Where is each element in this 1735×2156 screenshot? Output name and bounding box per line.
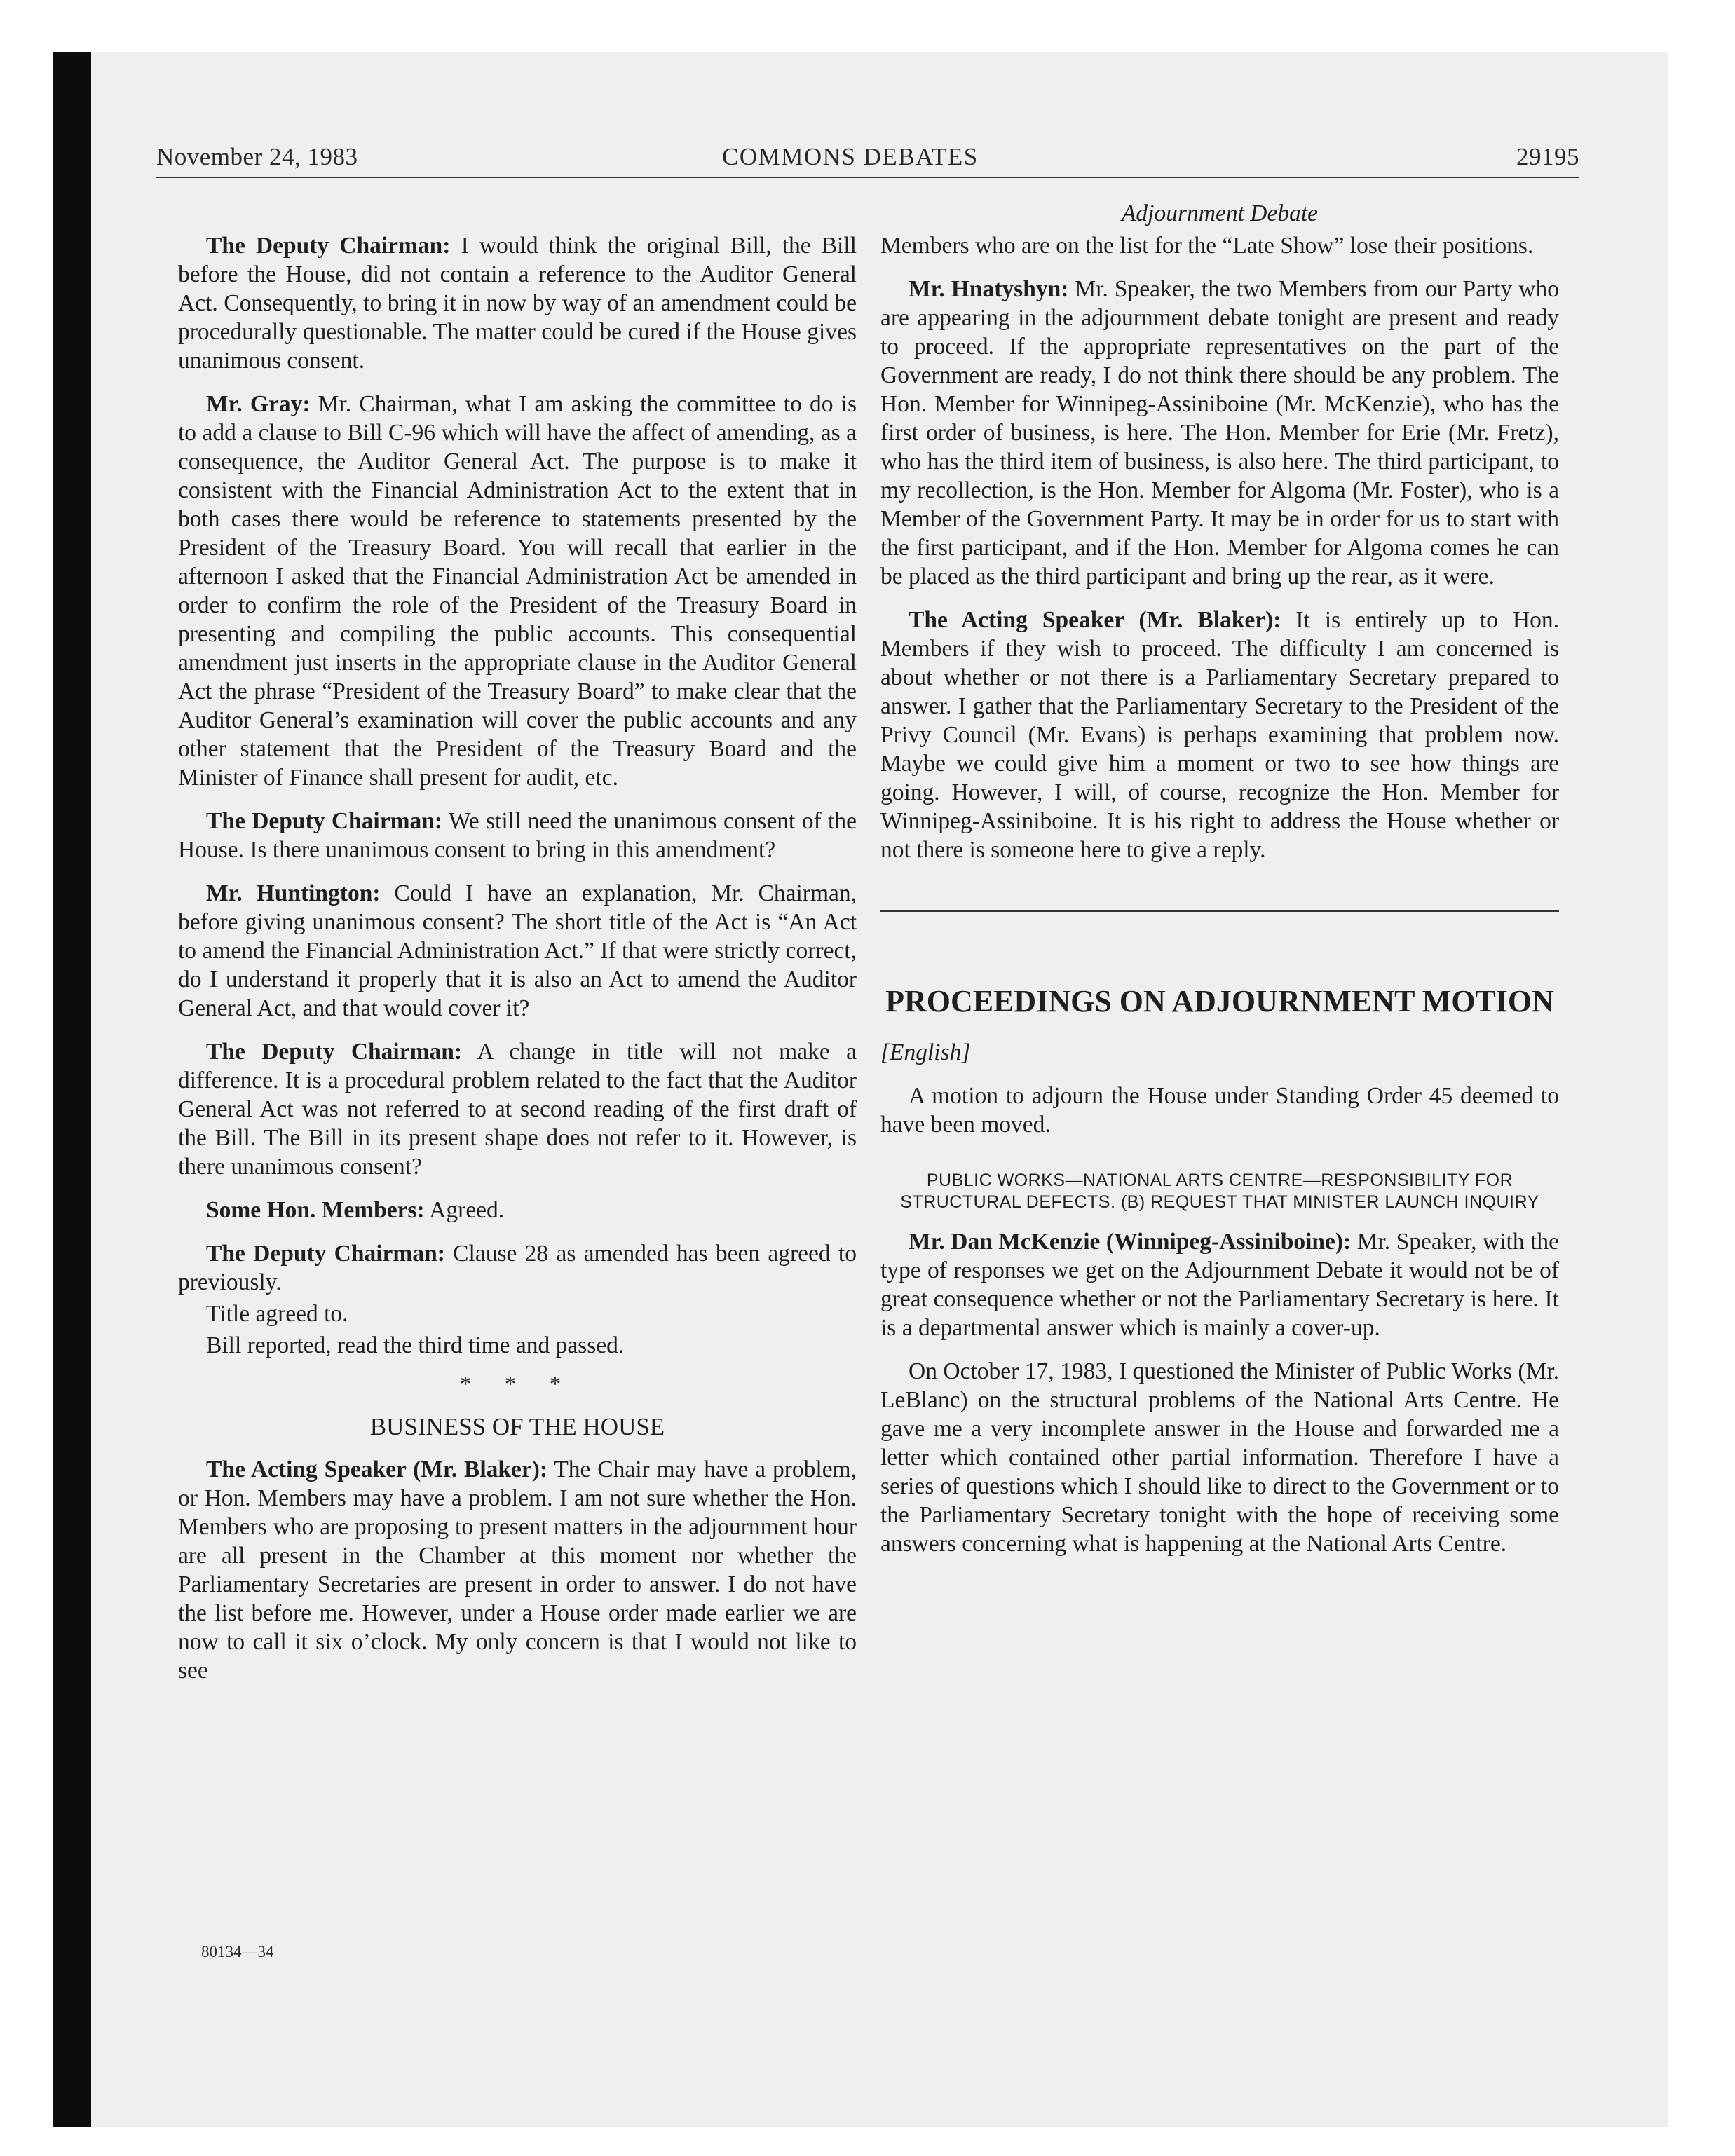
paragraph	[178, 879, 857, 1023]
paragraph	[880, 1227, 1559, 1342]
speaker-name: The Deputy Chairman:	[206, 1241, 445, 1267]
speaker-name: Mr. Huntington:	[206, 880, 381, 906]
left-column	[178, 231, 857, 1700]
speech-text: Mr. Speaker, with the type of responses we get on the Adjournment Debate it would not be of great consequence whether or not the Parliamentary Secretary is here. It is a departmental answer which is mainly a cover-up.	[880, 1229, 1559, 1341]
paragraph	[178, 1196, 857, 1224]
speaker-name: Mr. Hnatyshyn:	[909, 276, 1069, 302]
paragraph	[178, 390, 857, 792]
paragraph: Title agreed to.	[206, 1301, 348, 1327]
running-head: Adjournment Debate	[1121, 200, 1319, 226]
speaker-name: The Deputy Chairman:	[206, 1039, 463, 1065]
header-title: COMMONS DEBATES	[722, 143, 979, 170]
paragraph	[880, 606, 1559, 864]
speaker-name: Mr. Gray:	[206, 391, 311, 417]
speaker-name: The Deputy Chairman:	[206, 233, 451, 259]
proceedings-heading: PROCEEDINGS ON ADJOURNMENT MOTION	[885, 984, 1554, 1018]
paragraph	[178, 807, 857, 864]
language-marker: [English]	[880, 1039, 971, 1065]
footer-code: 80134—34	[201, 1943, 274, 1960]
speech-text: Clause 28 as amended has been agreed to previously.	[178, 1241, 857, 1295]
right-column	[880, 231, 1559, 1573]
paragraph	[880, 275, 1559, 591]
speech-text: I would think the original Bill, the Bill before the House, did not contain a reference to the Auditor General Act. Consequently, to bring it in now by way of an amendment could be procedurally questionable. The matter could be cured if the House gives unanimous consent.	[178, 233, 857, 374]
speech-text: It is entirely up to Hon. Members if they wish to proceed. The difficulty I am concerned is about whether or not there is a Parliamentary Secretary prepared to answer. I gather that the Parliamentary Secretary to the President of the Privy Council (Mr. Evans) is perhaps examining that problem now. Maybe we could give him a moment or two to see how things are going. However, I will, of course, recognize the Hon. Member for Winnipeg-Assiniboine. It is his right to address the House whether or not there is someone here to give a reply.	[880, 607, 1560, 863]
scan-binding-edge	[53, 52, 91, 2127]
paragraph	[178, 1455, 857, 1685]
speech-text: A change in title will not make a difference. It is a procedural problem related to the fact that the Auditor General Act was not referred to at second reading of the first draft of the Bill. The Bill in its present shape does not refer to it. However, is there unanimous consent?	[178, 1039, 857, 1180]
paragraph	[178, 1239, 857, 1297]
paragraph	[178, 231, 857, 375]
topic-subheading: PUBLIC WORKS—NATIONAL ARTS CENTRE—RESPONSIBILITY FOR STRUCTURAL DEFECTS. (B) REQUEST THAT MINISTER LAUNCH INQUIRY	[900, 1171, 1539, 1212]
header-rule	[156, 177, 1579, 178]
section-rule	[880, 910, 1559, 912]
header-date: November 24, 1983	[156, 143, 358, 170]
header-page-number: 29195	[1516, 143, 1579, 170]
paragraph	[178, 1037, 857, 1181]
paragraph: On October 17, 1983, I questioned the Minister of Public Works (Mr. LeBlanc) on the structural problems of the National Arts Centre. He gave me a very incomplete answer in the House and forwarded me a letter which contained other partial information. Therefore I have a series of questions which I should like to direct to the Government or to the Parliamentary Secretary tonight with the hope of receiving some answers concerning what is happening at the National Arts Centre.	[880, 1358, 1559, 1557]
paragraph: Bill reported, read the third time and passed.	[206, 1332, 625, 1358]
paragraph: A motion to adjourn the House under Standing Order 45 deemed to have been moved.	[880, 1083, 1559, 1138]
section-heading: BUSINESS OF THE HOUSE	[369, 1413, 665, 1440]
speech-text: Agreed.	[424, 1197, 505, 1223]
speaker-name: The Acting Speaker (Mr. Blaker):	[206, 1456, 548, 1482]
speech-text: Mr. Chairman, what I am asking the committee to do is to add a clause to Bill C-96 which will have the affect of amending, as a consequence, the Auditor General Act. The purpose is to make it consistent with the Financial Administration Act to the extent that in both cases there would be reference to statements presented by the President of the Treasury Board. You will recall that earlier in the afternoon I asked that the Financial Administration Act be amended in order to confirm the role of the President of the Treasury Board in presenting and compiling the public accounts. This consequential amendment just inserts in the appropriate clause in the Auditor General Act the phrase “President of the Treasury Board” to make clear that the Auditor General’s examination will cover the public accounts and any other statement that the President of the Treasury Board and the Minister of Finance shall present for audit, etc.	[178, 391, 857, 791]
speaker-name: Some Hon. Members:	[206, 1197, 425, 1223]
paragraph: Members who are on the list for the “Late Show” lose their positions.	[880, 233, 1534, 259]
speech-text: We still need the unanimous consent of the House. Is there unanimous consent to bring in this amendment?	[178, 808, 857, 863]
speech-text: Mr. Speaker, the two Members from our Party who are appearing in the adjournment debate tonight are present and ready to proceed. If the appropriate representatives on the part of the Government are ready, I do not think there should be any problem. The Hon. Member for Winnipeg-Assiniboine (Mr. McKenzie), who has the first order of business, is here. The Hon. Member for Erie (Mr. Fretz), who has the third item of business, is also here. The third participant, to my recollection, is the Hon. Member for Algoma (Mr. Foster), who is a Member of the Government Party. It may be in order for us to start with the first participant, and if the Hon. Member for Algoma comes he can be placed as the third participant and bring up the rear, as it were.	[880, 276, 1559, 589]
speech-text: Could I have an explanation, Mr. Chairman, before giving unanimous consent? The short title of the Act is “An Act to amend the Financial Administration Act.” If that were strictly correct, do I understand it properly that it is also an Act to amend the Auditor General Act, and that would cover it?	[178, 880, 857, 1021]
speech-text: The Chair may have a problem, or Hon. Members may have a problem. I am not sure whether the Hon. Members who are proposing to present matters in the adjournment hour are all present in the Chamber at this moment nor whether the Parliamentary Secretaries are present in order to answer. I do not have the list before me. However, under a House order made earlier we are now to call it six o’clock. My only concern is that I would not like to see	[178, 1456, 857, 1684]
speaker-name: The Acting Speaker (Mr. Blaker):	[909, 607, 1281, 633]
section-separator: * * *	[460, 1371, 575, 1396]
speaker-name: Mr. Dan McKenzie (Winnipeg-Assiniboine):	[909, 1229, 1352, 1255]
speaker-name: The Deputy Chairman:	[206, 808, 443, 834]
